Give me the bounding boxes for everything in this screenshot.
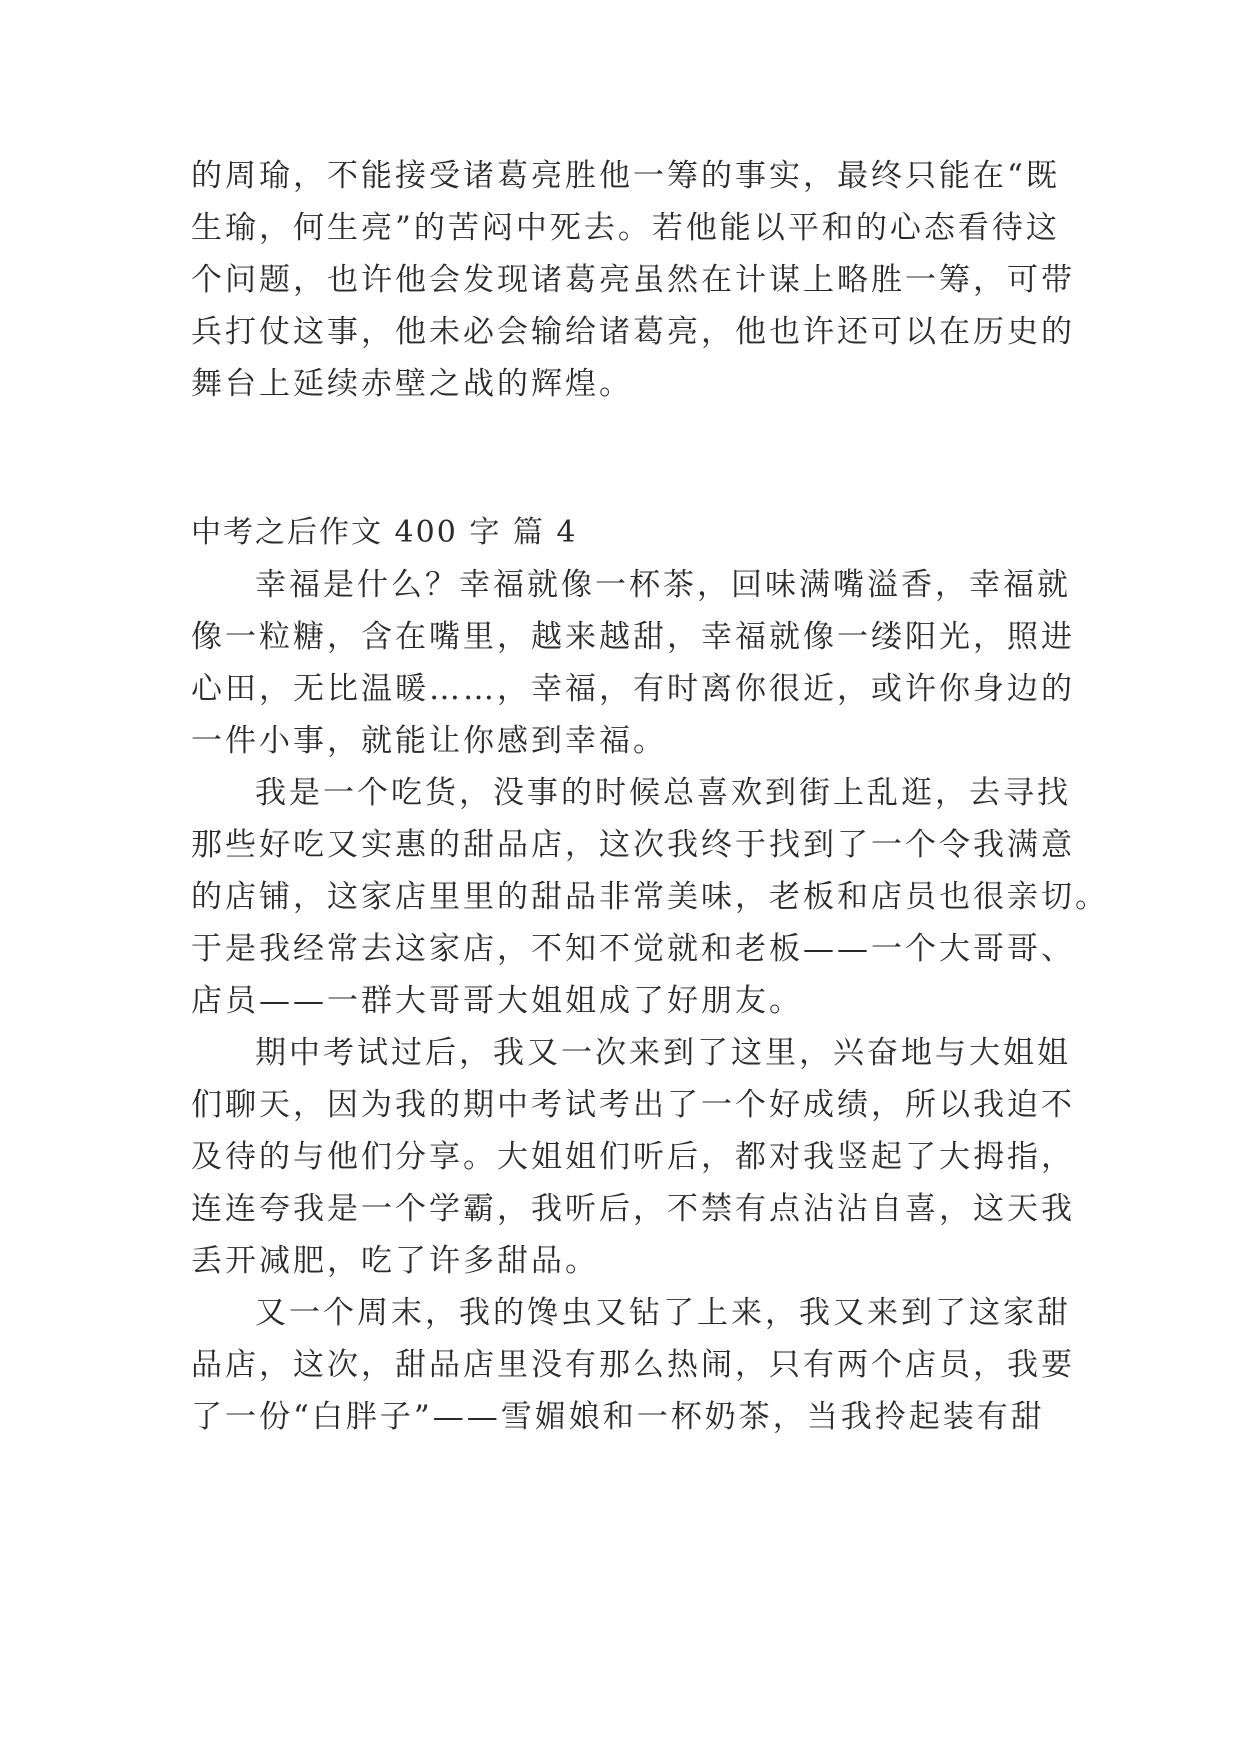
text-line: 于是我经常去这家店，不知不觉就和老板——一个大哥哥、 (191, 931, 1075, 967)
text-line: 期中考试过后，我又一次来到了这里，兴奋地与大姐姐 (255, 1035, 1071, 1071)
text-line: 的周瑜，不能接受诸葛亮胜他一筹的事实，最终只能在“既 (191, 158, 1060, 194)
text-line: 兵打仗这事，他未必会输给诸葛亮，他也许还可以在历史的 (191, 314, 1075, 350)
text-line: 们聊天，因为我的期中考试考出了一个好成绩，所以我迫不 (191, 1087, 1075, 1123)
text-line: 我是一个吃货，没事的时候总喜欢到街上乱逛，去寻找 (255, 775, 1071, 811)
text-line: 生瑜，何生亮”的苦闷中死去。若他能以平和的心态看待这 (191, 210, 1060, 246)
text-line: 连连夸我是一个学霸，我听后，不禁有点沾沾自喜，这天我 (191, 1191, 1075, 1227)
text-line: 品店，这次，甜品店里没有那么热闹，只有两个店员，我要 (191, 1347, 1075, 1383)
text-line: 了一份“白胖子”——雪媚娘和一杯奶茶，当我拎起装有甜 (191, 1399, 1045, 1435)
text-line: 丢开减肥，吃了许多甜品。 (191, 1243, 599, 1279)
text-line: 幸福是什么？幸福就像一杯茶，回味满嘴溢香，幸福就 (255, 567, 1071, 603)
text-line: 及待的与他们分享。大姐姐们听后，都对我竖起了大拇指， (191, 1139, 1075, 1175)
text-line: 个问题，也许他会发现诸葛亮虽然在计谋上略胜一筹，可带 (191, 262, 1075, 298)
section-heading: 中考之后作文 400 字 篇 4 (191, 515, 578, 550)
text-line: 一件小事，就能让你感到幸福。 (191, 723, 667, 759)
text-line: 像一粒糖，含在嘴里，越来越甜，幸福就像一缕阳光，照进 (191, 619, 1075, 655)
text-line: 又一个周末，我的馋虫又钻了上来，我又来到了这家甜 (255, 1295, 1071, 1331)
text-line: 舞台上延续赤壁之战的辉煌。 (191, 366, 633, 402)
text-line: 心田，无比温暖……，幸福，有时离你很近，或许你身边的 (191, 671, 1075, 707)
text-line: 店员——一群大哥哥大姐姐成了好朋友。 (191, 983, 803, 1019)
text-line: 那些好吃又实惠的甜品店，这次我终于找到了一个令我满意 (191, 827, 1075, 863)
text-line: 的店铺，这家店里里的甜品非常美味，老板和店员也很亲切。 (191, 879, 1109, 915)
